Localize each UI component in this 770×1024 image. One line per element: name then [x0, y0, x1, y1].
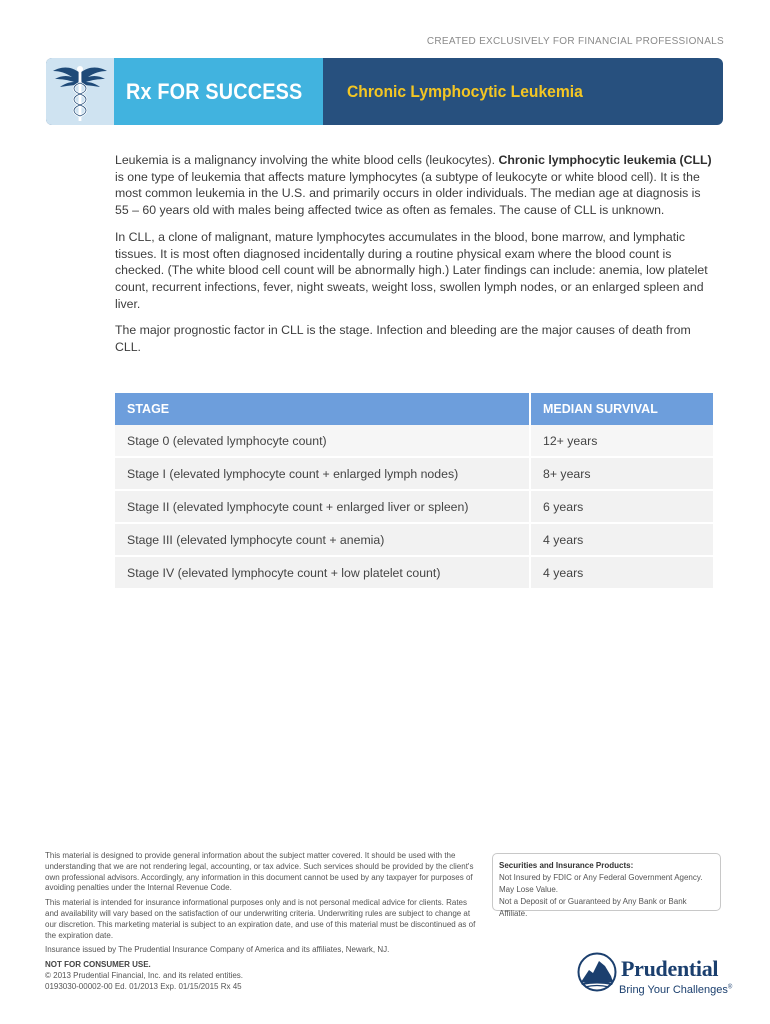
brand-name: Prudential [621, 956, 719, 981]
copyright-line: © 2013 Prudential Financial, Inc. and its related entities. [45, 970, 244, 980]
stage-cell: Stage IV (elevated lymphocyte count + low platelet count) [115, 557, 531, 590]
caduceus-icon [50, 61, 110, 123]
stage-cell: Stage III (elevated lymphocyte count + anemia) [115, 524, 531, 557]
brand-tagline [619, 984, 732, 996]
disclaimer-general: This material is designed to provide general information about the subject matter covered. It should be used with the understanding that we are not rendering legal, accounting, or tax advice. Such services should be provided by the client's own professional advisors. Accordingly, any information in this document cannot be used by any taxpayer for purposes of avoiding penalties under the Internal Revenue Code. [45, 851, 474, 893]
table-header-row [115, 393, 713, 425]
rock-of-gibraltar-icon [577, 952, 617, 992]
survival-cell: 4 years [531, 524, 713, 557]
footer-disclaimer [45, 851, 479, 993]
prudential-logo [577, 952, 733, 1000]
paragraph-prognosis: The major prognostic factor in CLL is the stage. Infection and bleeding are the major causes of death from CLL. [115, 323, 691, 355]
securities-box [492, 853, 721, 918]
intro-text-a: Leukemia is a malignancy involving the white blood cells (leukocytes). [115, 153, 499, 167]
brand-tagline-text: Bring Your Challenges [619, 984, 728, 996]
table-row [115, 557, 713, 590]
survival-cell: 8+ years [531, 458, 713, 491]
banner-subject-cell [323, 58, 723, 125]
paragraph-cll: In CLL, a clone of malignant, mature lymphocytes accumulates in the blood, bone marrow, and lymphatic tissues. It is most often diagnosed incidentally during a routine physical exam where the blood count is checked. (The white blood cell count will be abnormally high.) Later findings can include: anemia, low platelet count, recurrent infections, fever, night sweats, weight loss, swollen lymph nodes, or an enlarged spleen and liver. [115, 229, 708, 311]
paragraph-intro [115, 152, 715, 219]
not-for-consumer: NOT FOR CONSUMER USE. [45, 960, 151, 970]
brand-tagline-mark: ® [727, 984, 733, 991]
banner-title-cell [114, 58, 323, 125]
stage-survival-table [115, 393, 713, 590]
securities-line: May Lose Value. [499, 885, 558, 894]
banner-logo-cell [46, 58, 114, 125]
table-row [115, 425, 713, 458]
survival-cell: 4 years [531, 557, 713, 590]
header-stage: STAGE [115, 393, 531, 425]
banner-title: Rx FOR SUCCESS [126, 78, 303, 104]
banner-subject: Chronic Lymphocytic Leukemia [347, 81, 583, 101]
stage-cell: Stage I (elevated lymphocyte count + enlarged lymph nodes) [115, 458, 531, 491]
body-text [115, 152, 715, 366]
table-row [115, 524, 713, 557]
table-row [115, 458, 713, 491]
survival-cell: 12+ years [531, 425, 713, 458]
securities-line: Not Insured by FDIC or Any Federal Government Agency. [499, 873, 703, 882]
disclaimer-insurance: This material is intended for insurance informational purposes only and is not personal medical advice for clients. Rates and availability will vary based on the satisfaction of our underwriting criteria. Underwriting rules are subject to change at our discretion. This marketing material is subject to an expiration date, and use of this material must be discontinued as of the expiration date. [45, 898, 476, 940]
header-median-survival: MEDIAN SURVIVAL [531, 393, 713, 425]
survival-cell: 6 years [531, 491, 713, 524]
header-note: CREATED EXCLUSIVELY FOR FINANCIAL PROFESSIONALS [426, 36, 724, 47]
securities-line: Not a Deposit of or Guaranteed by Any Bank or Bank Affiliate. [499, 897, 687, 918]
intro-bold-term: Chronic lymphocytic leukemia (CLL) [498, 153, 712, 167]
title-banner [46, 58, 723, 125]
issuer-line: Insurance issued by The Prudential Insurance Company of America and its affiliates, Newark, NJ. [45, 945, 390, 955]
intro-text-b: is one type of leukemia that affects mature lymphocytes (a subtype of leukocyte or white blood cell). It is the most common leukemia in the U.S. and primarily occurs in older individuals. The median age at diagnosis is 55 – 60 years old with males being affected twice as often as females. The cause of CLL is unknown. [115, 169, 701, 218]
stage-cell: Stage II (elevated lymphocyte count + enlarged liver or spleen) [115, 491, 531, 524]
securities-title: Securities and Insurance Products: [499, 861, 634, 870]
stage-cell: Stage 0 (elevated lymphocyte count) [115, 425, 531, 458]
document-code: 0193030-00002-00 Ed. 01/2013 Exp. 01/15/2015 Rx 45 [45, 981, 242, 991]
table-row [115, 491, 713, 524]
